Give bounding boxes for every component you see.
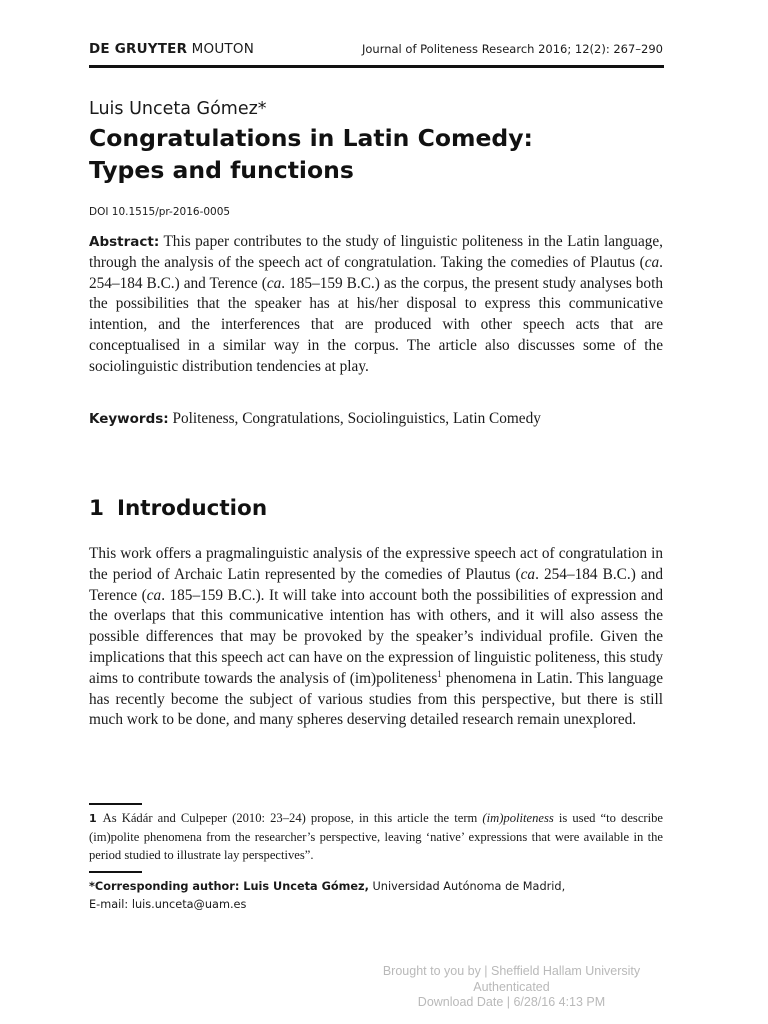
download-watermark	[360, 964, 663, 1011]
abstract-ca-2: ca	[266, 274, 282, 292]
body-paragraph	[89, 544, 663, 731]
footnote-marker[interactable]: 1	[437, 668, 442, 679]
abstract-ca-1: ca	[644, 253, 660, 271]
abstract-text-3: . 185–159 B.C.) as the corpus, the present study analyses both the possibilities that the speaker has at his/her disposal to express this communicative intention, and the interferences that are produced with other speech acts that are conceptualised in a similar way in the corpus. The article also discusses some of the sociolinguistic distribution tendencies at play.	[89, 274, 663, 375]
body-ca-2: ca	[146, 586, 162, 604]
footnote-rule	[89, 803, 142, 805]
keywords-label: Keywords:	[89, 411, 169, 427]
abstract	[89, 232, 663, 378]
watermark-line-2: Authenticated	[473, 979, 550, 994]
body-text-4: phenomena in Latin. This language has recently become the subject of various studies from this perspective, but there is still much work to be done, and many spheres deserving detailed research remain unexplored.	[89, 669, 663, 729]
body-text-1: This work offers a pragmalinguistic analysis of the expressive speech act of congratulation in the period of Archaic Latin represented by the comedies of Plautus (	[89, 545, 663, 583]
article-title	[89, 122, 663, 186]
footnote-text-2: is used “to describe (im)polite phenomena from the researcher’s perspective, leaving ‘native’ expressions that were available in the period studied to illustrate lay perspectives”.	[89, 811, 663, 862]
corresponding-rule	[89, 871, 142, 873]
body-text-3: . 185–159 B.C.). It will take into account both the possibilities of expression and the overlaps that this communicative intention has with others, and it will also assess the possible differences that may be provoked by the speaker’s individual profile. Given the implications that this speech act can have on the expression of linguistic politeness, this study aims to contribute towards the analysis of (im)politeness	[89, 586, 663, 687]
section-number: 1	[89, 496, 104, 521]
header-rule	[89, 65, 664, 68]
page-header	[89, 41, 663, 61]
article-title-line-1: Congratulations in Latin Comedy:	[89, 124, 533, 152]
corresponding-affiliation: Universidad Autónoma de Madrid,	[368, 880, 566, 893]
article-title-line-2: Types and functions	[89, 156, 354, 184]
footnote-number: 1	[89, 812, 97, 825]
doi: DOI 10.1515/pr-2016-0005	[89, 206, 231, 218]
abstract-text-2: . 254–184 B.C.) and Terence (	[89, 253, 663, 292]
author-name: Luis Unceta Gómez*	[89, 99, 267, 119]
body-ca-1: ca	[520, 565, 536, 583]
corresponding-author	[89, 878, 663, 914]
body-text-2: . 254–184 B.C.) and Terence (	[89, 565, 663, 604]
journal-citation: Journal of Politeness Research 2016; 12(2): 267–290	[361, 42, 663, 56]
footnote	[89, 809, 663, 864]
footnote-text-1: As Kádár and Culpeper (2010: 23–24) propose, in this article the term	[102, 811, 483, 825]
keywords-text: Politeness, Congratulations, Sociolinguistics, Latin Comedy	[168, 410, 541, 427]
publisher-name-bold: DE GRUYTER	[89, 41, 188, 57]
abstract-text-1: This paper contributes to the study of linguistic politeness in the Latin language, through the analysis of the speech act of congratulation. Taking the comedies of Plautus (	[89, 233, 663, 271]
publisher-name-light: MOUTON	[191, 41, 254, 57]
footnote-emphasis: (im)politeness	[482, 811, 554, 825]
watermark-line-1: Brought to you by | Sheffield Hallam University	[382, 964, 641, 978]
watermark-line-3: Download Date | 6/28/16 4:13 PM	[417, 995, 606, 1009]
corresponding-email[interactable]: E-mail: luis.unceta@uam.es	[89, 898, 247, 911]
keywords	[89, 409, 663, 430]
abstract-label: Abstract:	[89, 234, 160, 250]
section-title: Introduction	[117, 496, 268, 521]
publisher-logo	[89, 41, 254, 57]
corresponding-label: *Corresponding author: Luis Unceta Gómez,	[89, 880, 369, 893]
section-heading	[89, 496, 267, 521]
